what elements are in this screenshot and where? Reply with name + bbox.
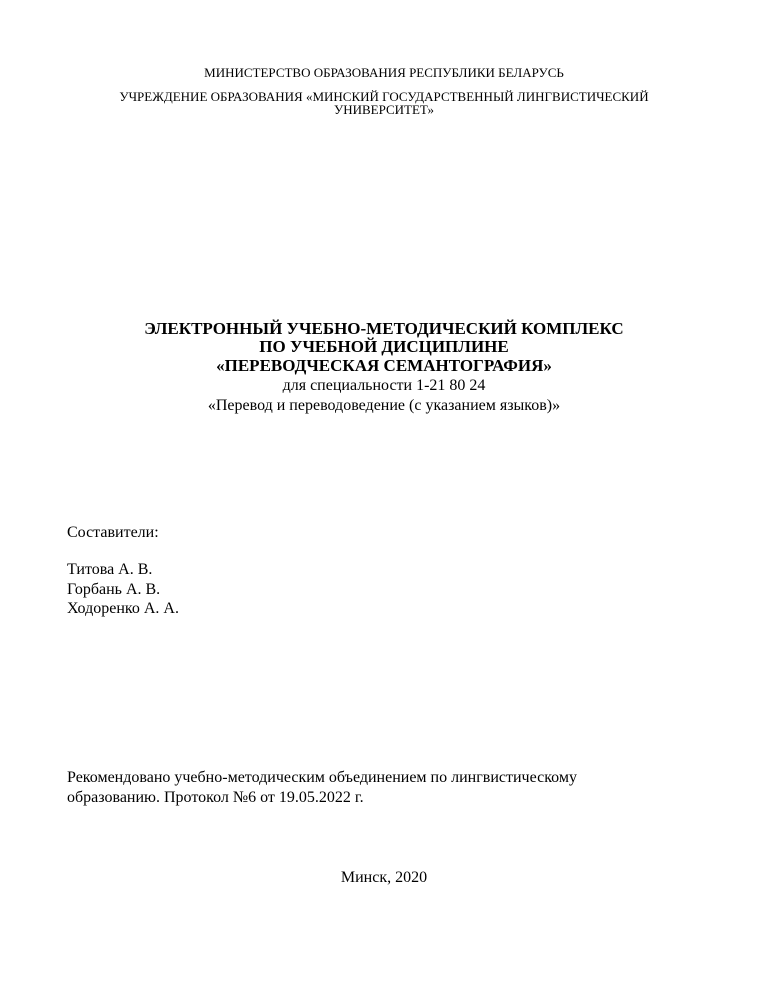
- ministry-header: МИНИСТЕРСТВО ОБРАЗОВАНИЯ РЕСПУБЛИКИ БЕЛАРУСЬ: [204, 65, 564, 80]
- document-title-line2: ПО УЧЕБНОЙ ДИСЦИПЛИНЕ: [259, 337, 509, 356]
- compiler-name-3: Ходоренко А. А.: [67, 600, 179, 617]
- compiler-name-1: Титова А. В.: [67, 561, 153, 578]
- specialty-name: «Перевод и переводоведение (с указанием языков)»: [207, 397, 561, 414]
- institution-header-line2: УНИВЕРСИТЕТ»: [333, 102, 435, 117]
- specialty-code: для специальности 1-21 80 24: [282, 377, 486, 394]
- recommendation-line1: Рекомендовано учебно-методическим объединением по лингвистическому: [67, 769, 577, 786]
- city-year: Минск, 2020: [340, 869, 428, 886]
- document-title-line1: ЭЛЕКТРОННЫЙ УЧЕБНО-МЕТОДИЧЕСКИЙ КОМПЛЕКС: [144, 319, 624, 338]
- recommendation-line2: образованию. Протокол №6 от 19.05.2022 г.: [67, 789, 364, 806]
- document-title-line3: «ПЕРЕВОДЧЕСКАЯ СЕМАНТОГРАФИЯ»: [216, 356, 552, 375]
- compiler-name-2: Горбань А. В.: [67, 581, 161, 598]
- institution-header-line1: УЧРЕЖДЕНИЕ ОБРАЗОВАНИЯ «МИНСКИЙ ГОСУДАРСТВЕННЫЙ ЛИНГВИСТИЧЕСКИЙ: [119, 89, 649, 104]
- compilers-label: Составители:: [67, 524, 159, 541]
